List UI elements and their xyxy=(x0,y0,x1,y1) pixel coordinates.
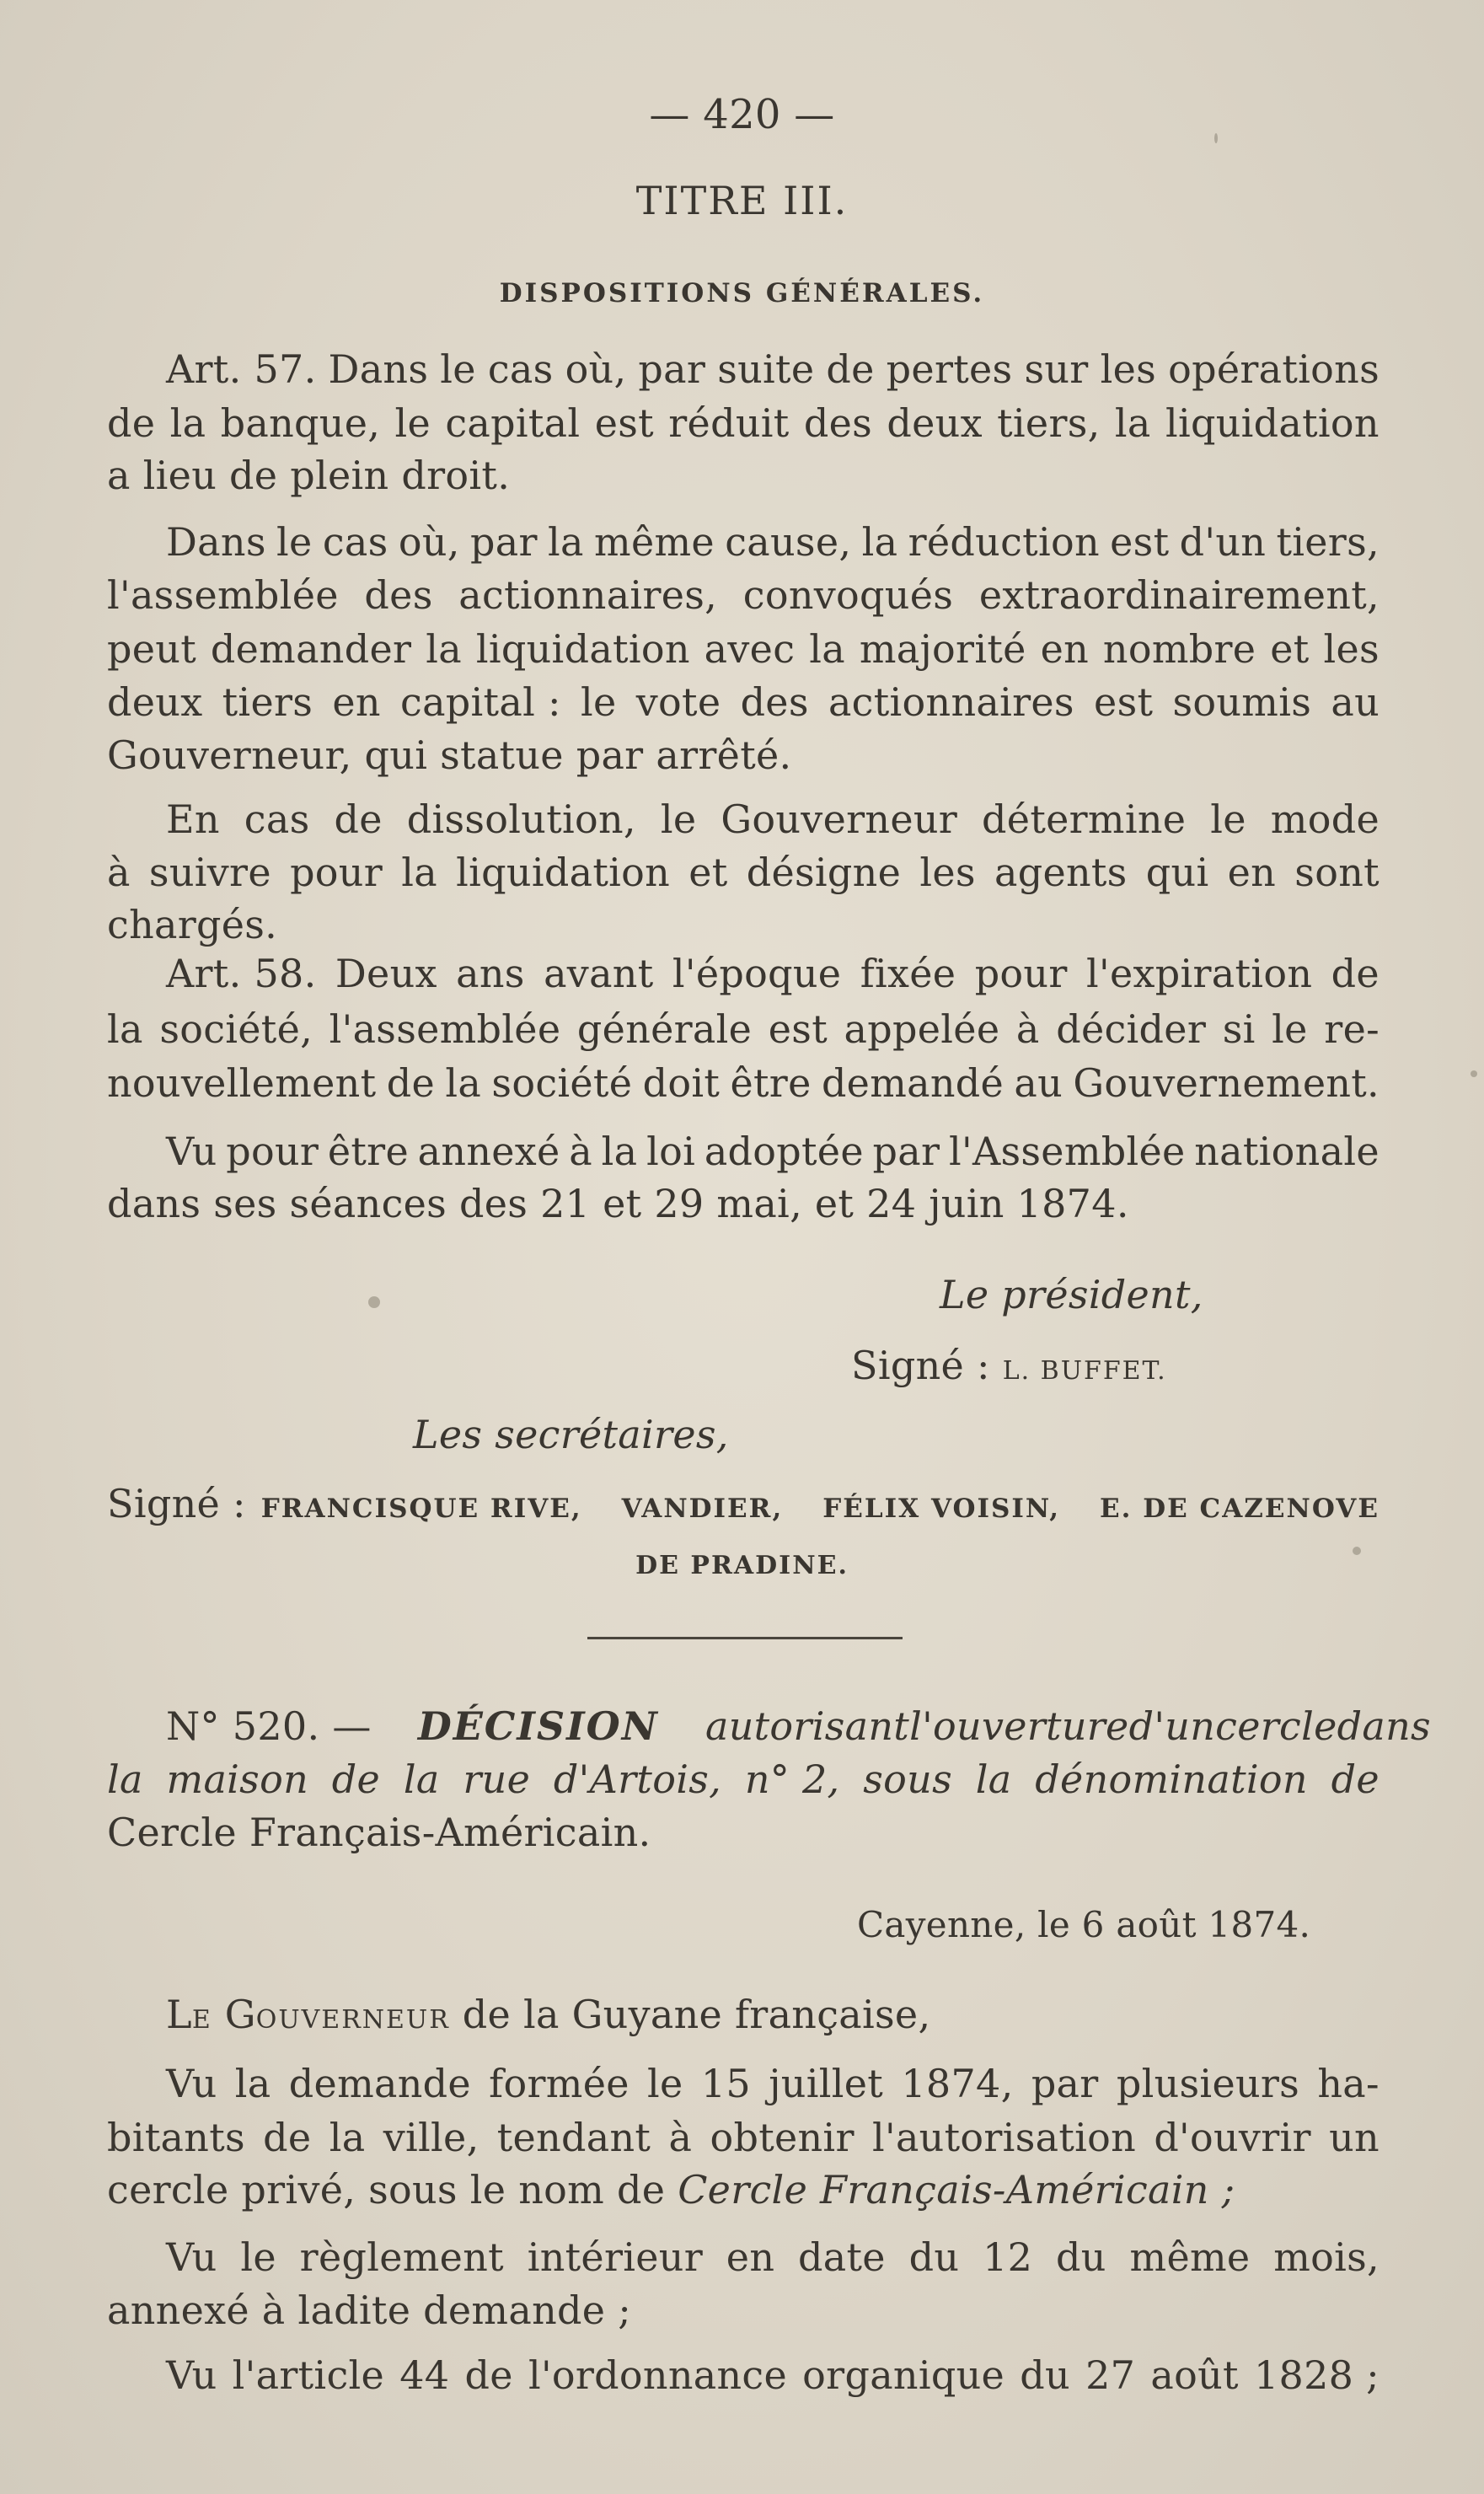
word: même xyxy=(1129,2234,1251,2280)
word: plusieurs xyxy=(1116,2061,1300,2106)
word: de xyxy=(1331,1757,1380,1802)
word: E. DE CAZENOVE xyxy=(1100,1494,1380,1524)
word: suite xyxy=(717,346,815,392)
word: par xyxy=(1031,2061,1099,2106)
word: par xyxy=(469,519,538,565)
word: au xyxy=(1014,1060,1063,1106)
word: avec xyxy=(704,626,796,672)
word: Vu xyxy=(166,2352,217,2398)
word: désigne xyxy=(746,850,902,895)
word: l'ouverture xyxy=(909,1703,1129,1749)
word: les xyxy=(1100,346,1157,392)
word: est xyxy=(1094,679,1154,725)
word: la xyxy=(601,1129,638,1174)
word: l'assemblée xyxy=(329,1006,561,1052)
word: le xyxy=(276,519,313,565)
word: la xyxy=(107,1006,143,1052)
word: loi xyxy=(646,1129,696,1174)
word: à xyxy=(668,2115,693,2160)
word: tiers xyxy=(222,679,313,725)
word: détermine xyxy=(982,796,1187,842)
art57-line-1 xyxy=(166,346,1380,393)
vu3-line-1 xyxy=(166,2352,1380,2399)
word: le xyxy=(660,796,697,842)
word: le xyxy=(581,679,617,725)
word: être xyxy=(327,1129,409,1174)
art57-line-3: a lieu de plein droit. xyxy=(107,453,511,498)
secretaires-label: Les secrétaires, xyxy=(413,1412,729,1457)
word: Deux xyxy=(335,951,437,996)
word: est xyxy=(1110,519,1170,565)
word: l'assemblée xyxy=(107,572,339,618)
word: demandé xyxy=(821,1060,1005,1106)
word: la xyxy=(975,1757,1012,1802)
word: la xyxy=(234,2061,271,2106)
word: FRANCISQUE RIVE, xyxy=(260,1494,582,1524)
decision-heading-line-1 xyxy=(166,1703,1431,1750)
word: société xyxy=(491,1060,633,1106)
annex-line-1 xyxy=(166,1128,1380,1175)
word: vote xyxy=(635,679,721,725)
art57-p3-line-2 xyxy=(107,849,1380,896)
word: les xyxy=(1323,626,1380,672)
word: août xyxy=(1150,2352,1239,2398)
vu2-line-2: annexé à ladite demande ; xyxy=(107,2288,631,2333)
word: capital xyxy=(445,400,581,446)
word: ha- xyxy=(1317,2061,1380,2106)
president-signature xyxy=(851,1342,1167,1395)
word: la xyxy=(107,1757,143,1802)
word: des xyxy=(803,400,873,446)
word: liquidation xyxy=(1165,400,1380,446)
secretaires-signature xyxy=(107,1480,1380,1532)
word: en xyxy=(1227,850,1277,895)
word: tiers, xyxy=(997,400,1101,446)
word: dénomination xyxy=(1035,1757,1308,1802)
word: Vu xyxy=(166,2061,217,2106)
word: majorité xyxy=(859,626,1026,672)
word: du xyxy=(1020,2352,1070,2398)
page-number: — 420 — xyxy=(649,91,835,138)
word: 1828 ; xyxy=(1253,2352,1380,2398)
word: autorisant xyxy=(705,1703,910,1749)
vu1-line-3-text: cercle privé, sous le nom de xyxy=(107,2167,666,2212)
word: de xyxy=(334,796,383,842)
word: le xyxy=(440,346,476,392)
word: sous xyxy=(863,1757,952,1802)
gouv-e: E xyxy=(191,2005,212,2035)
decision-heading-rest xyxy=(705,1703,1431,1750)
word: mode xyxy=(1270,796,1380,842)
word: en xyxy=(726,2234,775,2280)
vu1-line-1 xyxy=(166,2060,1380,2107)
president-name: L. BUFFET. xyxy=(1002,1356,1167,1386)
word: cause, xyxy=(725,519,852,565)
word: à xyxy=(107,850,131,895)
word: avant xyxy=(544,951,654,996)
word: extraordinairement, xyxy=(978,572,1380,618)
word: et xyxy=(688,850,728,895)
word: Vu xyxy=(166,2234,217,2280)
word: l'Assemblée xyxy=(949,1129,1186,1174)
word: actionnaires xyxy=(828,679,1074,725)
president-label: Le président, xyxy=(940,1272,1203,1317)
word: deux xyxy=(107,679,203,725)
word: sur xyxy=(1024,346,1089,392)
word: de xyxy=(107,400,156,446)
word: des xyxy=(364,572,433,618)
word: la xyxy=(426,626,462,672)
word: Vu xyxy=(166,1129,217,1174)
word: agents xyxy=(994,850,1128,895)
word: la xyxy=(809,626,845,672)
word: du xyxy=(1056,2234,1106,2280)
word: un xyxy=(1329,2115,1380,2160)
word: nombre xyxy=(1102,626,1256,672)
word: le xyxy=(1210,796,1246,842)
word: en xyxy=(1040,626,1090,672)
secretaires-names-line-1 xyxy=(261,1485,1380,1532)
word: VANDIER, xyxy=(621,1494,784,1524)
word: par xyxy=(872,1129,940,1174)
decision-heading-line-3: Cercle Français-Américain. xyxy=(107,1810,651,1855)
word: nationale xyxy=(1194,1129,1380,1174)
word: dissolution, xyxy=(406,796,636,842)
word: tiers, xyxy=(1276,519,1380,565)
word: n° 2, xyxy=(744,1757,840,1802)
decision-heading-line-2 xyxy=(107,1756,1380,1803)
word: demander xyxy=(210,626,412,672)
section-title: TITRE III. xyxy=(635,178,849,223)
word: par xyxy=(638,346,706,392)
word: décider xyxy=(1056,1006,1207,1052)
word: l'autorisation xyxy=(872,2115,1137,2160)
art57-p2-line-5: Gouverneur, qui statue par arrêté. xyxy=(107,732,792,778)
word: re- xyxy=(1324,1006,1380,1052)
word: en xyxy=(332,679,381,725)
word: de xyxy=(826,346,875,392)
gouv-tail: de la Guyane française, xyxy=(462,1992,931,2037)
art58-line-3 xyxy=(107,1059,1380,1107)
word: est xyxy=(594,400,654,446)
word: pour xyxy=(974,951,1068,996)
word: d'ouvrir xyxy=(1154,2115,1311,2160)
word: l'article xyxy=(232,2352,385,2398)
word: obtenir xyxy=(710,2115,855,2160)
vu1-line-2 xyxy=(107,2114,1380,2161)
scan-speck xyxy=(1353,1547,1361,1555)
word: appelée xyxy=(844,1006,1000,1052)
word: FÉLIX VOISIN, xyxy=(822,1494,1061,1524)
scan-speck xyxy=(1471,1070,1477,1077)
word: cercle xyxy=(1215,1703,1337,1749)
place-date: Cayenne, le 6 août 1874. xyxy=(857,1904,1311,1945)
word: 12 xyxy=(983,2234,1033,2280)
word: demande xyxy=(288,2061,471,2106)
art57-p2-line-2 xyxy=(107,571,1380,619)
word: 15 xyxy=(700,2061,751,2106)
word: être xyxy=(730,1060,812,1106)
word: la xyxy=(1114,400,1151,446)
word: et xyxy=(1270,626,1310,672)
art57-p2-line-3 xyxy=(107,625,1380,673)
word: deux xyxy=(887,400,983,446)
art58-line-2 xyxy=(107,1006,1380,1053)
word: générale xyxy=(576,1006,753,1052)
word: de xyxy=(263,2115,312,2160)
section-subtitle: DISPOSITIONS GÉNÉRALES. xyxy=(499,278,985,308)
word: annexé xyxy=(417,1129,560,1174)
word: suivre xyxy=(148,850,271,895)
word: opérations xyxy=(1168,346,1380,392)
signe-label-2: Signé : xyxy=(107,1481,246,1526)
word: les xyxy=(919,850,976,895)
word: soumis xyxy=(1172,679,1312,725)
word: à xyxy=(569,1129,592,1174)
word: pertes xyxy=(886,346,1013,392)
word: de xyxy=(386,1060,435,1106)
word: 27 xyxy=(1085,2352,1136,2398)
scan-speck xyxy=(368,1296,380,1308)
word: Gouvernement. xyxy=(1073,1060,1380,1106)
gouv-ouverneur: OUVERNEUR xyxy=(255,2005,450,2035)
word: réduction xyxy=(908,519,1100,565)
word: Gouverneur xyxy=(721,796,958,842)
word: du xyxy=(908,2234,960,2280)
word: banque, xyxy=(220,400,381,446)
word: convoqués xyxy=(742,572,954,618)
word: à xyxy=(1015,1006,1040,1052)
annex-line-2: dans ses séances des 21 et 29 mai, et 24 juin 1874. xyxy=(107,1181,1129,1226)
word: formée xyxy=(489,2061,629,2106)
word: l'époque xyxy=(672,951,842,996)
gouv-g: G xyxy=(224,1992,256,2037)
word: fixée xyxy=(860,951,956,996)
word: où, xyxy=(565,346,627,392)
word: cas xyxy=(322,519,388,565)
word: cas xyxy=(244,796,310,842)
word: d'Artois, xyxy=(553,1757,722,1802)
word: mois, xyxy=(1273,2234,1380,2280)
word: la xyxy=(401,850,437,895)
signe-label: Signé : xyxy=(851,1343,990,1388)
word: le xyxy=(1272,1006,1308,1052)
word: 1874, xyxy=(901,2061,1014,2106)
decision-number: N° 520. — xyxy=(166,1703,372,1749)
word: rue xyxy=(463,1757,531,1802)
word: pour xyxy=(226,1129,319,1174)
word: pour xyxy=(290,850,383,895)
word: l'ordonnance xyxy=(528,2352,788,2398)
word: la xyxy=(548,519,584,565)
word: de xyxy=(331,1757,381,1802)
vu1-line-3-italic: Cercle Français-Américain ; xyxy=(678,2167,1235,2212)
word: société, xyxy=(159,1006,313,1052)
section-divider xyxy=(587,1637,903,1639)
word: l'expiration xyxy=(1086,951,1313,996)
word: liquidation xyxy=(456,850,671,895)
word: si xyxy=(1222,1006,1256,1052)
word: Art. 57. xyxy=(166,346,317,392)
word: même xyxy=(594,519,715,565)
word: En xyxy=(166,796,220,842)
word: date xyxy=(798,2234,886,2280)
word: organique xyxy=(802,2352,1005,2398)
word: la xyxy=(329,2115,366,2160)
word: capital : xyxy=(400,679,561,725)
word: adoptée xyxy=(704,1129,864,1174)
word: ans xyxy=(456,951,525,996)
word: où, xyxy=(398,519,460,565)
word: de xyxy=(464,2352,513,2398)
gouverneur-line xyxy=(166,1991,930,2044)
word: doit xyxy=(642,1060,721,1106)
art58-line-1 xyxy=(166,950,1380,997)
art57-p3-line-1 xyxy=(166,796,1380,843)
word: Art. 58. xyxy=(166,951,317,996)
vu1-line-3 xyxy=(107,2166,1235,2213)
word: maison xyxy=(166,1757,309,1802)
word: la xyxy=(861,519,898,565)
word: actionnaires, xyxy=(458,572,718,618)
word: le xyxy=(647,2061,683,2106)
word: cas xyxy=(487,346,554,392)
art57-p3-line-3: chargés. xyxy=(107,902,278,947)
word: la xyxy=(403,1757,440,1802)
word: nouvellement xyxy=(107,1060,377,1106)
word: intérieur xyxy=(527,2234,703,2280)
scan-speck xyxy=(1214,133,1218,143)
word: juillet xyxy=(769,2061,884,2106)
word: d'un xyxy=(1128,1703,1216,1749)
word: peut xyxy=(107,626,196,672)
word: le xyxy=(394,400,431,446)
art57-p2-line-4 xyxy=(107,678,1380,726)
word: réduit xyxy=(668,400,790,446)
art57-line-2 xyxy=(107,400,1380,447)
decision-title-word: DÉCISION xyxy=(417,1703,659,1749)
word: des xyxy=(740,679,809,725)
word: Dans xyxy=(328,346,429,392)
secretaires-names-line-2: DE PRADINE. xyxy=(635,1551,849,1580)
art57-p2-line-1 xyxy=(166,518,1380,566)
gouv-l: L xyxy=(166,1992,192,2037)
word: sont xyxy=(1294,850,1380,895)
word: 44 xyxy=(399,2352,450,2398)
word: de xyxy=(1331,951,1380,996)
word: liquidation xyxy=(475,626,690,672)
word: ville, xyxy=(383,2115,479,2160)
word: dans xyxy=(1337,1703,1431,1749)
word: Dans xyxy=(166,519,266,565)
word: la xyxy=(169,400,206,446)
word: règlement xyxy=(299,2234,504,2280)
word: au xyxy=(1331,679,1380,725)
word: qui xyxy=(1145,850,1209,895)
word: est xyxy=(768,1006,828,1052)
vu2-line-1 xyxy=(166,2234,1380,2281)
word: d'un xyxy=(1179,519,1267,565)
word: bitants xyxy=(107,2115,245,2160)
word: la xyxy=(445,1060,482,1106)
word: tendant xyxy=(496,2115,651,2160)
word: le xyxy=(240,2234,276,2280)
